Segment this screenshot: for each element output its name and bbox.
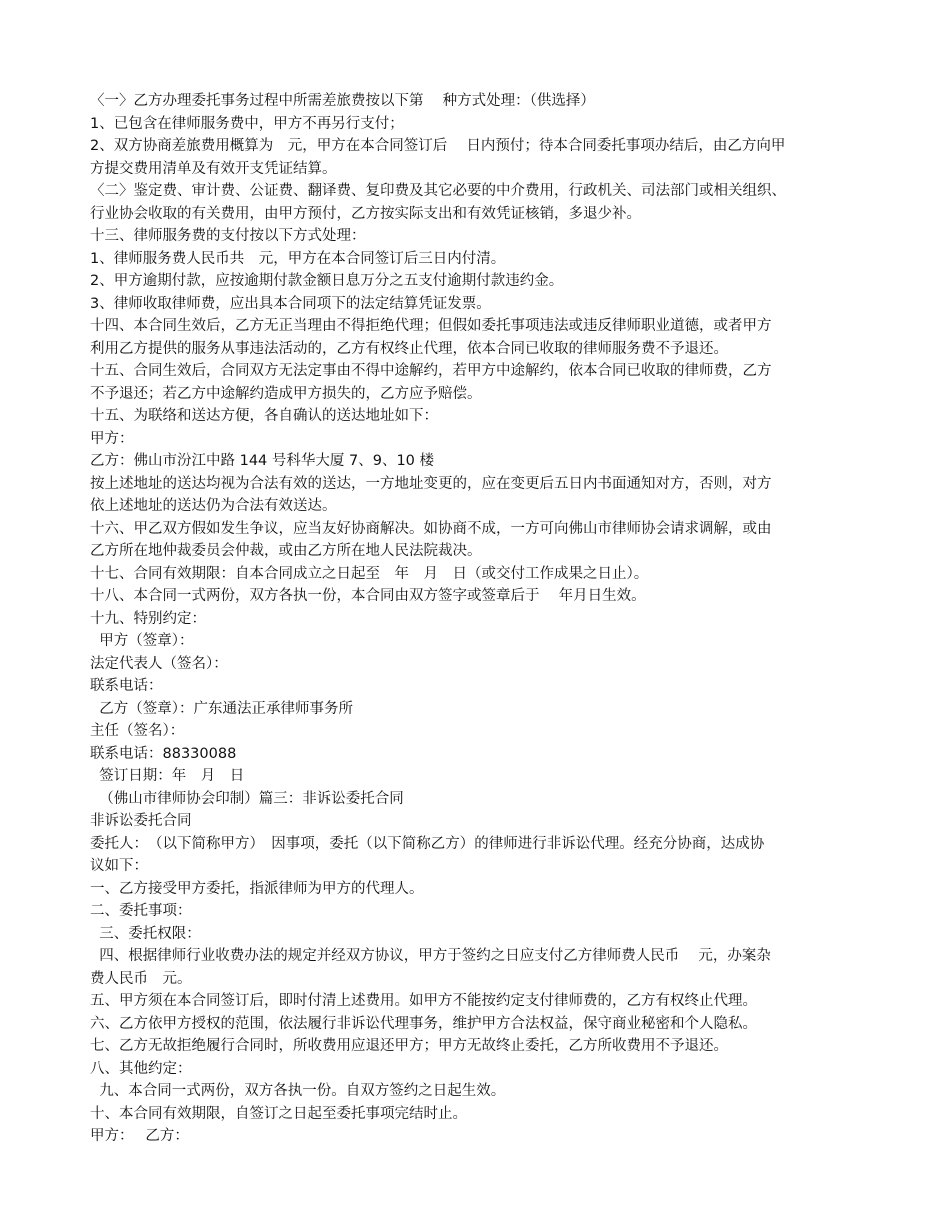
text-line: 十九、特别约定： (90, 610, 206, 627)
text-line: 二、委托事项： (90, 903, 192, 919)
text-line: 议如下： (90, 858, 148, 874)
text-line: 五、甲方须在本合同签订后，即时付清上述费用。如甲方不能按约定支付律师费的，乙方有权终止代理。 (90, 993, 757, 1009)
text-line: 八、其他约定： (90, 1060, 192, 1077)
text-line: 甲方： 乙方： (90, 1128, 189, 1144)
text-line: 甲方： (90, 430, 134, 447)
text-line: 依上述地址的送达仍为合法有效送达。 (90, 498, 337, 514)
text-line: 〈二〉鉴定费、审计费、公证费、翻译费、复印费及其它必要的中介费用，行政机关、司法部门或相关组织、 (90, 183, 786, 199)
text-line: 十五、为联络和送达方便，各自确认的送达地址如下： (90, 408, 438, 424)
text-line: 主任（签名）： (90, 723, 185, 739)
text-line: 3、律师收取律师费，应出具本合同项下的法定结算凭证发票。 (90, 295, 491, 312)
text-line: （佛山市律师协会印制）篇三：非诉讼委托合同 (90, 790, 404, 807)
text-line: 四、根据律师行业收费办法的规定并经双方协议，甲方于签约之日应支付乙方律师费人民币 元，办案杂 (90, 948, 771, 964)
text-line: 十七、合同有效期限：自本合同成立之日起至 年 月 日（或交付工作成果之日止）。 (90, 565, 649, 582)
text-line: 联系电话： (90, 678, 163, 694)
text-line: 委托人： （以下简称甲方） 因事项，委托（以下简称乙方）的律师进行非诉讼代理。经充分协商，达成协 (90, 835, 765, 852)
text-line: 十五、合同生效后，合同双方无法定事由不得中途解约，若甲方中途解约，依本合同已收取的律师费，乙方 (90, 363, 772, 379)
text-line: 联系电话：88330088 (90, 745, 237, 762)
text-line: 乙方所在地仲裁委员会仲裁，或由乙方所在地人民法院裁决。 (90, 543, 482, 559)
text-line: 十四、本合同生效后，乙方无正当理由不得拒绝代理；但假如委托事项违法或违反律师职业道德，或者甲方 (90, 318, 772, 334)
text-line: 十六、甲乙双方假如发生争议，应当友好协商解决。如协商不成，一方可向佛山市律师协会请求调解，或由 (90, 520, 772, 537)
text-line: 七、乙方无故拒绝履行合同时，所收费用应退还甲方；甲方无故终止委托，乙方所收费用不予退还。 (90, 1038, 728, 1054)
text-line: 签订日期：年 月 日 (90, 768, 245, 784)
text-line: 1、律师服务费人民币共 元，甲方在本合同签订后三日内付清。 (90, 250, 506, 267)
text-line: 十八、本合同一式两份，双方各执一份，本合同由双方签字或签章后于 年月日生效。 (90, 588, 646, 604)
text-line: 按上述地址的送达均视为合法有效的送达，一方地址变更的，应在变更后五日内书面通知对方，否则，对方 (90, 475, 772, 492)
text-line: 方提交费用清单及有效开支凭证结算。 (90, 160, 337, 177)
document-body (90, 90, 870, 1148)
text-line: 六、乙方依甲方授权的范围，依法履行非诉讼代理事务，维护甲方合法权益，保守商业秘密和个人隐私。 (90, 1015, 757, 1032)
text-line: 〈一〉乙方办理委托事务过程中所需差旅费按以下第 种方式处理：（供选择） (90, 93, 595, 109)
text-line: 十三、律师服务费的支付按以下方式处理： (90, 228, 366, 244)
text-line: 2、双方协商差旅费用概算为 元，甲方在本合同签订后 日内预付；待本合同委托事项办结后，由乙方向甲 (90, 138, 786, 154)
text-line: 费人民币 元。 (90, 970, 192, 987)
text-line: 乙方（签章）：广东通法正承律师事务所 (90, 700, 353, 717)
text-line: 非诉讼委托合同 (90, 813, 192, 829)
text-line: 行业协会收取的有关费用，由甲方预付，乙方按实际支出和有效凭证核销，多退少补。 (90, 205, 641, 222)
text-line: 2、甲方逾期付款，应按逾期付款金额日息万分之五支付逾期付款违约金。 (90, 273, 564, 289)
text-line: 不予退还；若乙方中途解约造成甲方损失的，乙方应予赔偿。 (90, 385, 482, 402)
text-line: 1、已包含在律师服务费中，甲方不再另行支付； (90, 115, 404, 132)
text-line: 甲方（签章）： (90, 633, 194, 649)
text-line: 三、委托权限： (90, 925, 201, 942)
text-line: 法定代表人（签名）： (90, 655, 228, 672)
text-line: 十、本合同有效期限，自签订之日起至委托事项完结时止。 (90, 1105, 467, 1122)
text-line: 利用乙方提供的服务从事违法活动的，乙方有权终止代理，依本合同已收取的律师服务费不予退还。 (90, 340, 728, 357)
text-line: 乙方：佛山市汾江中路 144 号科华大厦 7、9、10 楼 (90, 453, 435, 469)
text-line: 一、乙方接受甲方委托，指派律师为甲方的代理人。 (90, 880, 424, 897)
text-line: 九、本合同一式两份，双方各执一份。自双方签约之日起生效。 (90, 1083, 506, 1099)
